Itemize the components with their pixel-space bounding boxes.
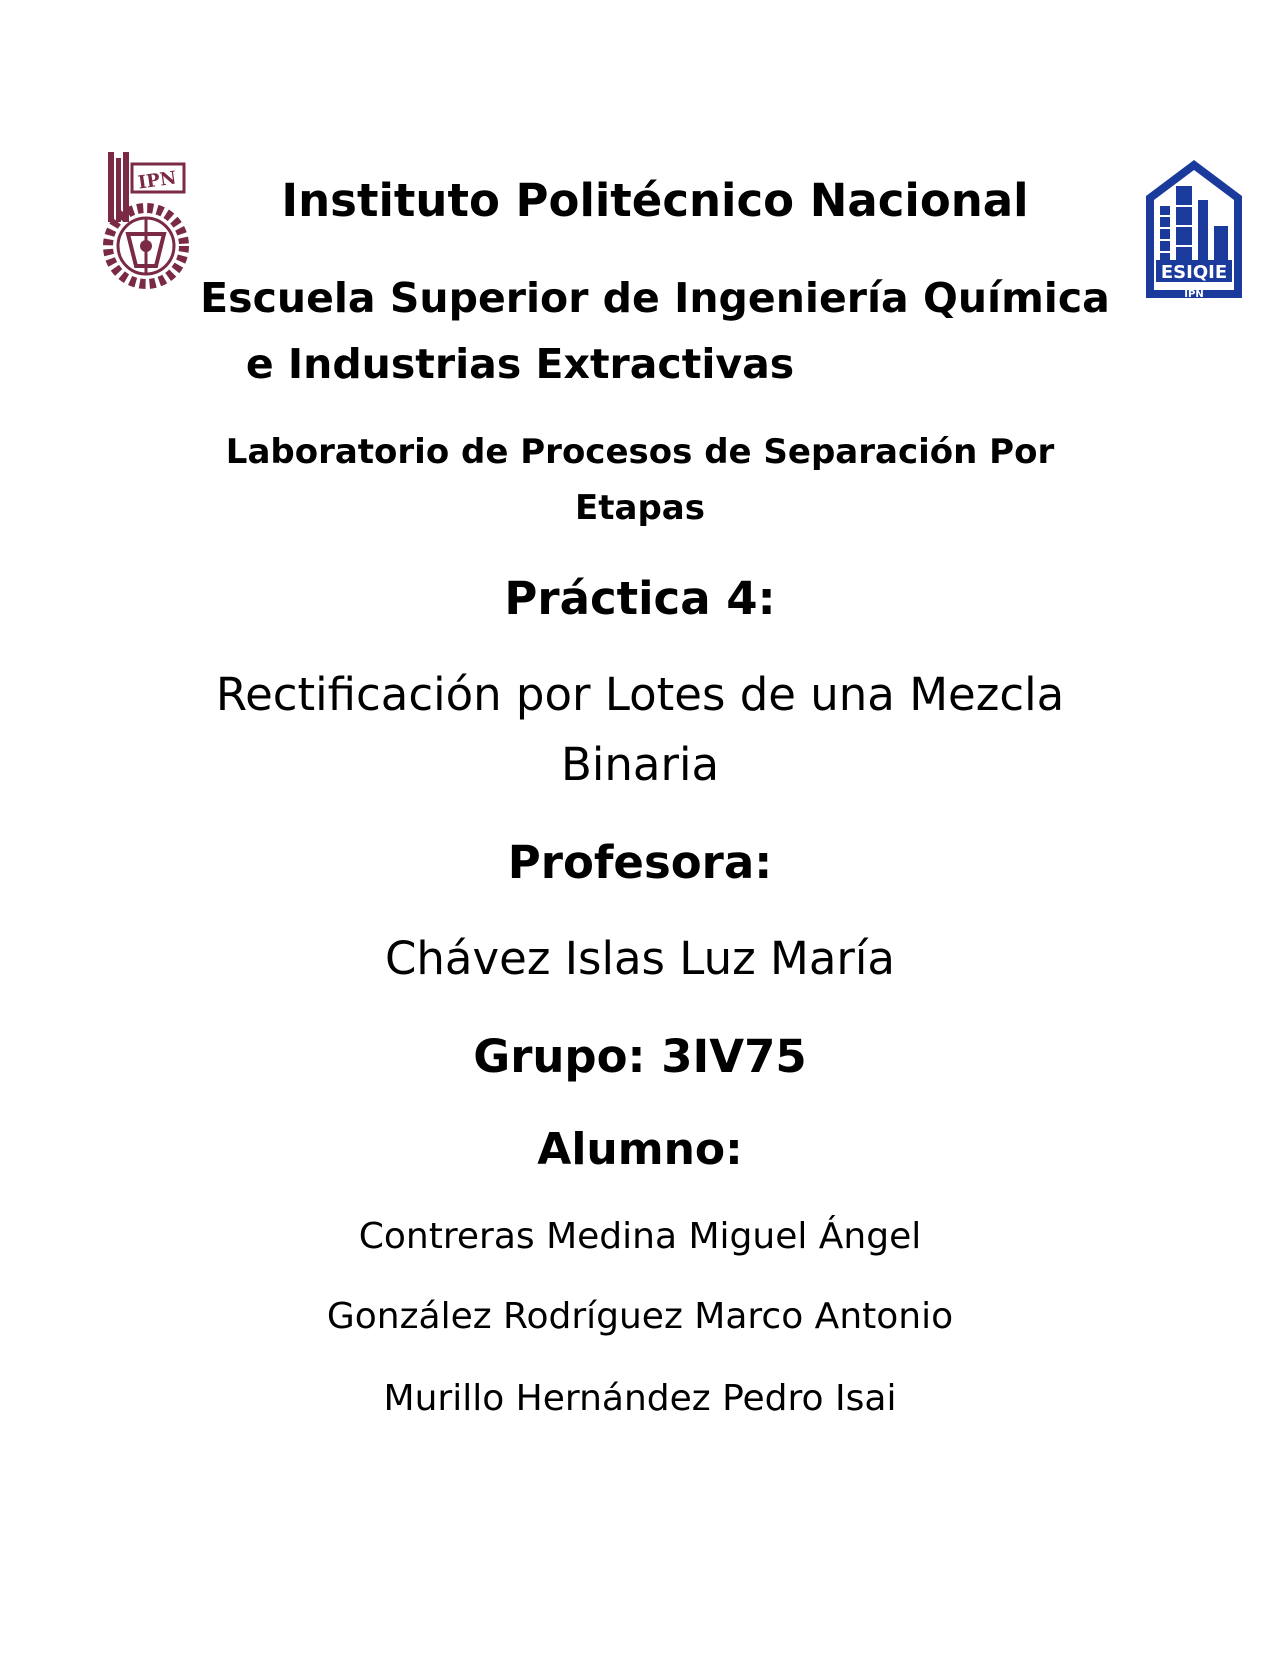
svg-text:IPN: IPN: [1184, 289, 1204, 300]
school-name-line1: Escuela Superior de Ingeniería Química: [200, 274, 1110, 322]
student-name: González Rodríguez Marco Antonio: [326, 1296, 954, 1337]
esiqie-logo-icon: [1142, 156, 1246, 302]
lab-name-line1: Laboratorio de Procesos de Separación Por: [225, 432, 1055, 472]
practice-label: Práctica 4:: [504, 572, 776, 625]
svg-text:IPN: IPN: [136, 167, 178, 194]
svg-text:ESIQIE: ESIQIE: [1160, 262, 1228, 283]
practice-title-line1: Rectificación por Lotes de una Mezcla: [215, 668, 1065, 721]
practice-title-line2: Binaria: [560, 738, 720, 791]
esiqie-logo: [1142, 156, 1246, 302]
students-label: Alumno:: [537, 1124, 743, 1175]
institution-title: Instituto Politécnico Nacional: [281, 174, 1029, 227]
school-name-line2: e Industrias Extractivas: [245, 340, 795, 388]
group-label: Grupo: 3IV75: [473, 1030, 807, 1083]
student-name: Contreras Medina Miguel Ángel: [358, 1216, 922, 1257]
professor-name: Chávez Islas Luz María: [384, 932, 895, 985]
professor-label: Profesora:: [507, 836, 773, 889]
lab-name-line2: Etapas: [575, 488, 705, 528]
student-name: Murillo Hernández Pedro Isai: [383, 1378, 897, 1419]
